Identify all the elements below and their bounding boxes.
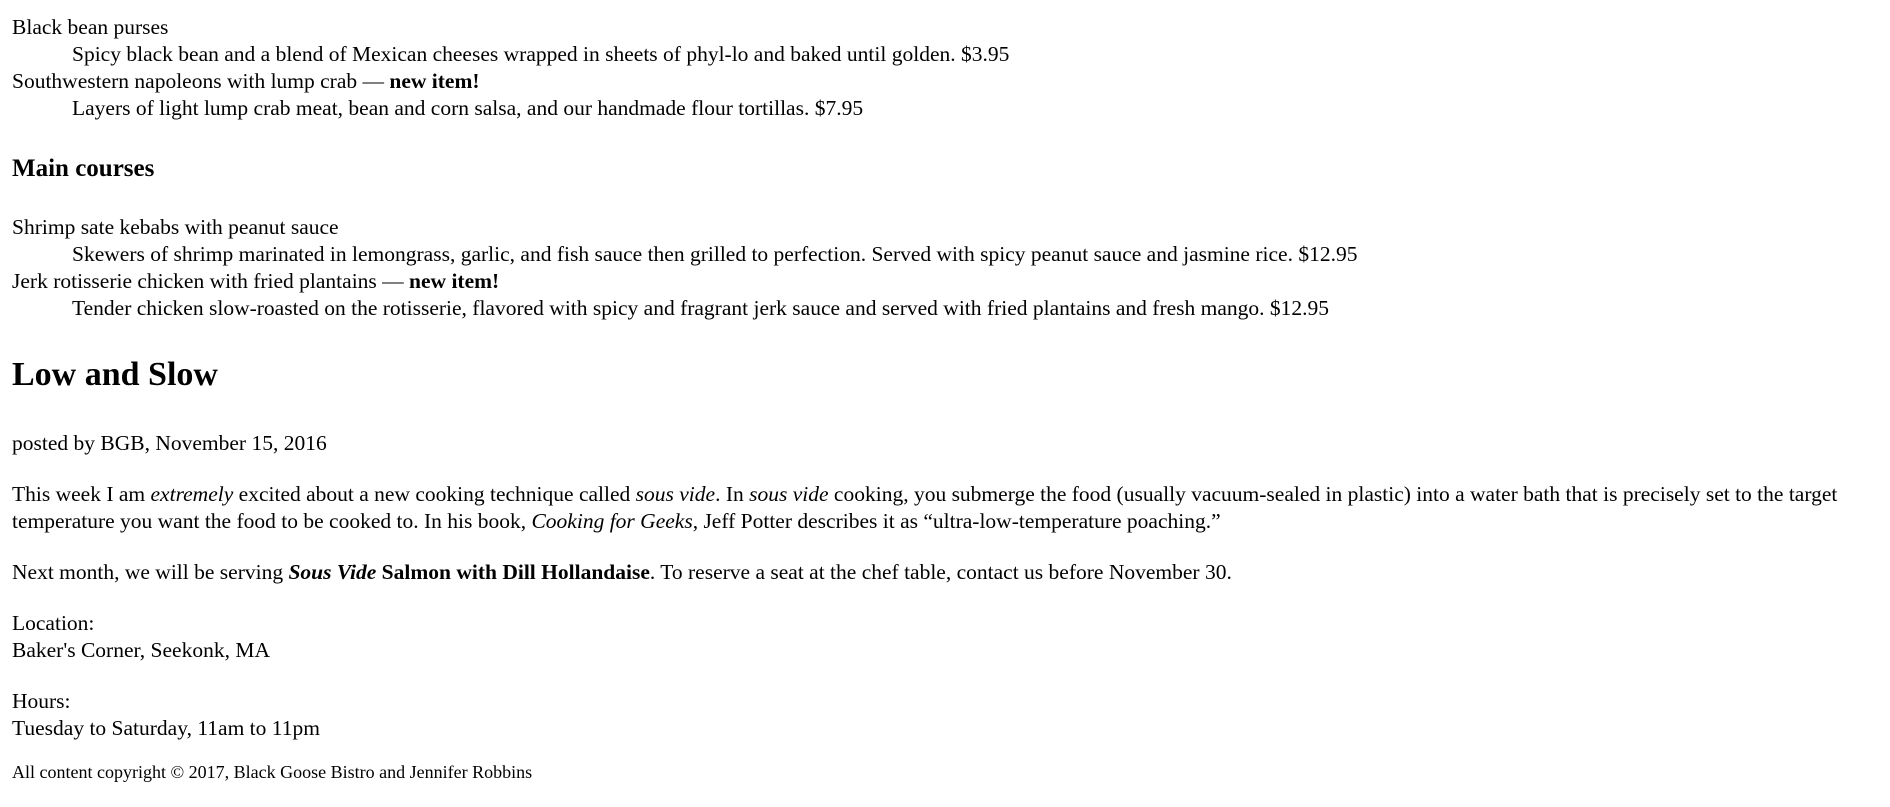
post-byline: posted by BGB, November 15, 2016 <box>12 431 327 455</box>
hours-value: Tuesday to Saturday, 11am to 11pm <box>12 716 320 740</box>
menu-item-name: Black bean purses <box>12 15 169 39</box>
book-title: Cooking for Geeks <box>531 509 693 533</box>
main-courses-heading: Main courses <box>12 155 155 182</box>
featured-dish: Sous Vide Salmon with Dill Hollandaise <box>288 560 650 584</box>
copyright-footer: All content copyright © 2017, Black Goose Bistro and Jennifer Robbins <box>12 762 533 782</box>
menu-item-name: Jerk rotisserie chicken with fried plantains — new item! <box>12 269 500 293</box>
menu-item-price: $3.95 <box>961 42 1010 66</box>
menu-item-description: Skewers of shrimp marinated in lemongrass, garlic, and fish sauce then grilled to perfection. Served with spicy peanut sauce and jasmine rice. $12.95 <box>72 242 1358 266</box>
menu-item-name: Southwestern napoleons with lump crab — new item! <box>12 69 480 93</box>
menu-item-price: $12.95 <box>1269 296 1330 320</box>
menu-item-name: Shrimp sate kebabs with peanut sauce <box>12 215 339 239</box>
post-title: Low and Slow <box>12 356 218 393</box>
menu-item-description: Tender chicken slow-roasted on the rotisserie, flavored with spicy and fragrant jerk sauce and served with fried plantains and fresh mango. $12.95 <box>72 296 1330 320</box>
hours-label: Hours: <box>12 689 71 713</box>
hours-block <box>12 688 1878 742</box>
menu-item-description: Spicy black bean and a blend of Mexican cheeses wrapped in sheets of phyl-lo and baked until golden. $3.95 <box>72 42 1010 66</box>
main-course-list <box>12 214 1878 322</box>
new-item-badge: new item! <box>389 69 480 93</box>
post-paragraph-1: This week I am extremely excited about a new cooking technique called sous vide. In sous vide cooking, you submerge the food (usually vacuum-sealed in plastic) into a water bath that is precisely set to the target temperature you want the food to be cooked to. In his book, Cooking for Geeks, Jeff Potter describes it as “ultra-low-temperature poaching.” <box>12 482 1838 533</box>
menu-item-price: $7.95 <box>814 96 864 120</box>
page <box>12 14 1878 807</box>
menu-item-price: $12.95 <box>1298 242 1358 266</box>
menu-item-description: Layers of light lump crab meat, bean and corn salsa, and our handmade flour tortillas. $7.95 <box>72 96 864 120</box>
appetizer-list <box>12 14 1878 122</box>
post-paragraph-2: Next month, we will be serving Sous Vide Salmon with Dill Hollandaise. To reserve a seat at the chef table, contact us before November 30. <box>12 560 1232 584</box>
new-item-badge: new item! <box>409 269 500 293</box>
location-value: Baker's Corner, Seekonk, MA <box>12 638 270 662</box>
location-block <box>12 610 1878 664</box>
location-label: Location: <box>12 611 95 635</box>
